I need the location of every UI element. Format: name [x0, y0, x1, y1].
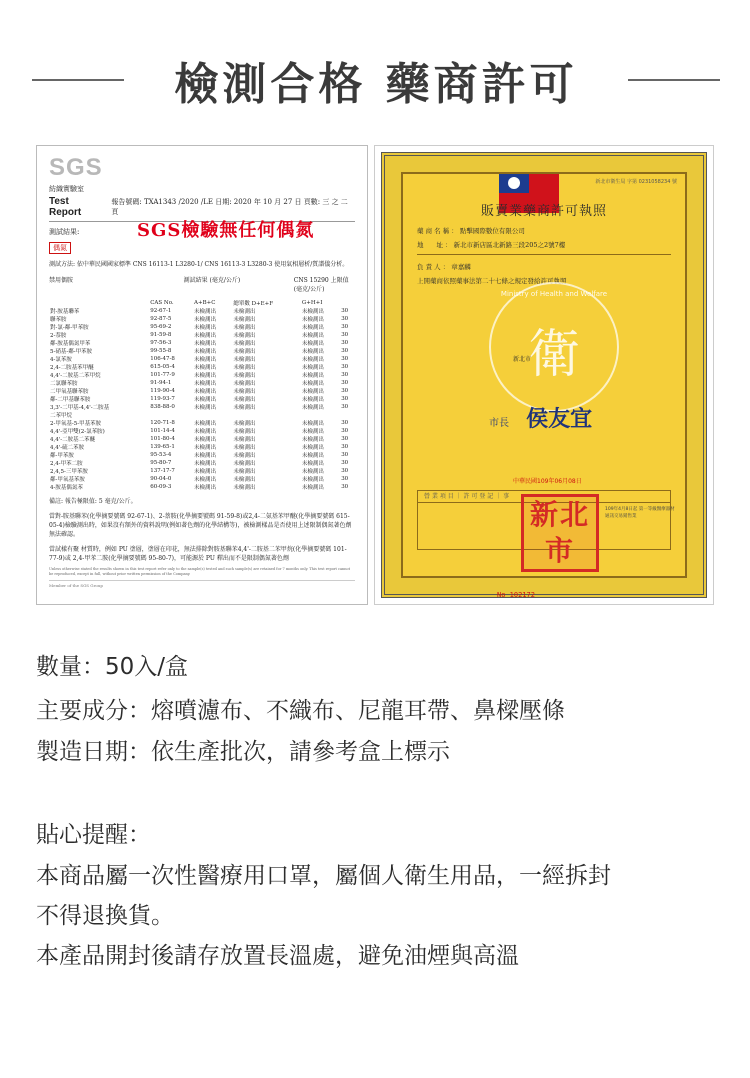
table-cell: 未檢測出 — [194, 333, 217, 339]
table-cell: 未檢測出 — [233, 389, 256, 395]
table-row — [49, 339, 355, 347]
table-cell — [193, 411, 232, 419]
table-cell: 未檢測出 — [301, 397, 324, 403]
table-cell: 未檢測出 — [194, 429, 217, 435]
sample-tag: 偶氮 — [49, 242, 71, 254]
table-cell: 未檢測出 — [233, 437, 256, 443]
page-title: 檢測合格 藥商許可 — [174, 59, 578, 110]
table-row — [49, 355, 355, 363]
license-title: 販賣業藥商許可執照 — [480, 204, 607, 219]
table-cell: 30 — [341, 396, 349, 402]
table-cell: 未檢測出 — [301, 445, 324, 451]
table-cell: 未檢測出 — [301, 365, 324, 371]
license-statement: 上開藥商依照藥事法第二十七條之規定發給許可執照 — [417, 277, 567, 285]
sgs-test-report — [36, 145, 368, 605]
table-cell: 未檢測出 — [233, 381, 256, 387]
sample-label: 測試結果: — [49, 228, 80, 236]
table-cell: 未檢測出 — [194, 445, 217, 451]
table-cell: 二苯甲烷 — [50, 413, 73, 419]
license-side-note: 109年4月8日起 第一等級醫療器材通訊交易銷售業 — [605, 507, 675, 519]
table-row — [49, 331, 355, 339]
license-address: 地 址 ： 新北市新店區北新路三段205之2號7樓 — [417, 241, 566, 249]
info-ingredients: 主要成分：熔噴濾布、不織布、尼龍耳帶、鼻樑壓條 — [36, 698, 565, 724]
table-cell: 30 — [341, 428, 349, 434]
table-cell: 未檢測出 — [301, 317, 324, 323]
table-cell: 未檢測出 — [301, 453, 324, 459]
mayor-signature-block — [489, 402, 592, 433]
table-cell: 92-87-5 — [150, 316, 172, 322]
table-cell: 未檢測出 — [194, 477, 217, 483]
table-row — [49, 379, 355, 387]
report-note-2: 當對-胺基聯苯(化學摘要號碼 92-67-1)、2-萘胺(化學摘要號碼 91-59-8)或2,4-二氨基苯甲醚(化學摘要號碼 615-05-4)檢驗測出時，如果沒有額外的資料說明(例如著色劑的化學結構等)，被檢測樣品是否使用上述限制偶氮著色劑無法確認。 — [49, 513, 352, 538]
table-cell: CAS No. — [150, 300, 174, 306]
table-cell: 未檢測出 — [233, 421, 256, 427]
table-row — [49, 467, 355, 475]
table-cell: 未檢測出 — [301, 461, 324, 467]
table-cell: 106-47-8 — [150, 356, 175, 362]
table-cell: 未檢測出 — [194, 317, 217, 323]
table-cell: 未檢測出 — [194, 309, 217, 315]
tip-line-3: 本產品開封後請存放置長溫處，避免油煙與高溫 — [36, 943, 519, 969]
table-cell: 未檢測出 — [233, 453, 256, 459]
table-cell: 未檢測出 — [233, 317, 256, 323]
table-cell: 未檢測出 — [194, 469, 217, 475]
ministry-emblem — [489, 282, 619, 412]
license-rule — [417, 254, 671, 255]
table-cell: 未檢測出 — [301, 469, 324, 475]
report-header-line — [49, 196, 355, 218]
table-cell: 未檢測出 — [194, 421, 217, 427]
table-cell: 未檢測出 — [301, 485, 324, 491]
table-cell: 30 — [341, 364, 349, 370]
table-cell: 未檢測出 — [233, 485, 256, 491]
table-row — [49, 451, 355, 459]
table-cell: 4,4'-二胺基二苯醚 — [50, 437, 96, 443]
header-rule-left — [32, 79, 124, 81]
report-number: 報告號碼: TXA1343 /2020 /LE 日期: 2020 年 10 月 27 日 頁數: 三 之 二 頁 — [111, 198, 348, 216]
table-cell: 30 — [341, 356, 349, 362]
red-seal — [521, 494, 599, 572]
table-cell: 92-67-1 — [150, 308, 172, 314]
registration-header: 營 業 項 目 ｜ 許 可 登 記 ｜ 事 — [418, 491, 670, 503]
table-cell: 未檢測出 — [194, 325, 217, 331]
emblem-mark: 衛 — [527, 325, 580, 385]
table-cell: 未檢測出 — [194, 381, 217, 387]
table-cell: 101-80-4 — [150, 436, 175, 442]
table-row — [49, 459, 355, 467]
table-cell: 30 — [341, 324, 349, 330]
table-cell: 139-65-1 — [150, 444, 175, 450]
table-cell: 2,4,5-三甲苯胺 — [50, 469, 88, 475]
col-header: CNS 15290 上限值 (毫克/公斤) — [293, 277, 349, 293]
table-row — [49, 419, 355, 427]
table-cell: 30 — [341, 452, 349, 458]
table-cell: 未檢測出 — [233, 429, 256, 435]
table-cell: 30 — [341, 316, 349, 322]
table-cell: 2-甲氧基-5-甲基苯胺 — [50, 421, 102, 427]
table-cell: 2-萘胺 — [50, 333, 67, 339]
table-cell: 未檢測出 — [233, 357, 256, 363]
report-column-headers — [49, 275, 355, 293]
table-cell: 未檢測出 — [301, 437, 324, 443]
table-cell: 未檢測出 — [233, 461, 256, 467]
table-cell: 未檢測出 — [233, 477, 256, 483]
report-sample-tag-row — [49, 242, 355, 254]
table-cell: 2,4-二胺基苯甲醚 — [50, 365, 94, 371]
table-cell: 未檢測出 — [194, 461, 217, 467]
table-cell: 未檢測出 — [301, 349, 324, 355]
table-cell: 未檢測出 — [233, 341, 256, 347]
table-cell: 未檢測出 — [233, 405, 256, 411]
report-title: Test Report — [49, 196, 82, 218]
table-cell: 4,4'-硫二苯胺 — [50, 445, 85, 451]
table-cell: 95-53-4 — [150, 452, 172, 458]
emblem-ring-text: Ministry of Health and Welfare — [500, 290, 608, 298]
table-cell: 未檢測出 — [194, 341, 217, 347]
table-row — [49, 411, 355, 419]
table-cell: 5-硝基-鄰-甲苯胺 — [50, 349, 93, 355]
table-cell — [340, 299, 355, 307]
table-cell: 未檢測出 — [301, 357, 324, 363]
table-cell: 聯苯胺 — [50, 317, 67, 323]
table-cell: 未檢測出 — [194, 485, 217, 491]
table-cell: 101-77-9 — [150, 372, 175, 378]
table-cell: 30 — [341, 468, 349, 474]
table-cell: 90-04-0 — [150, 476, 172, 482]
table-cell: 未檢測出 — [194, 357, 217, 363]
table-cell: 97-56-3 — [150, 340, 172, 346]
table-cell: 未檢測出 — [194, 453, 217, 459]
license-body — [401, 172, 687, 578]
table-row — [49, 347, 355, 355]
flag-sun — [508, 177, 520, 189]
table-cell: 鄰-胺基偶氮甲苯 — [50, 341, 91, 347]
table-cell: 未檢測出 — [194, 405, 217, 411]
report-footer: Member of the SGS Group — [49, 580, 355, 588]
sgs-stamp: SGS檢驗無任何偶氮 — [137, 220, 315, 241]
table-row — [49, 371, 355, 379]
table-cell: 838-88-0 — [150, 404, 175, 410]
table-cell: 3,3'-二甲基-4,4'-二胺基 — [50, 405, 110, 411]
table-cell: 137-17-7 — [150, 468, 175, 474]
table-row — [49, 443, 355, 451]
table-row — [49, 387, 355, 395]
license-company: 藥 商 名 稱 ： 點擊國際數位有限公司 — [417, 227, 525, 235]
table-cell: 30 — [341, 436, 349, 442]
table-cell: 2,4-甲苯二胺 — [50, 461, 83, 467]
emblem-city: 新北市 — [513, 356, 532, 363]
mayor-signature: 侯友宜 — [526, 406, 593, 432]
table-cell: 30 — [341, 388, 349, 394]
table-cell: 91-59-8 — [150, 332, 172, 338]
table-cell: 未檢測出 — [301, 381, 324, 387]
table-row — [49, 483, 355, 491]
table-row — [49, 403, 355, 411]
table-cell: 未檢測出 — [301, 325, 324, 331]
table-cell: 二甲氧基聯苯胺 — [50, 389, 89, 395]
table-cell: 未檢測出 — [301, 309, 324, 315]
sgs-logo: SGS — [49, 154, 103, 181]
table-cell: 95-69-2 — [150, 324, 172, 330]
info-manufacture: 製造日期：依生產批次，請參考盒上標示 — [36, 739, 450, 765]
table-cell: 95-80-7 — [150, 460, 172, 466]
table-cell: 30 — [341, 340, 349, 346]
mayor-title: 市長 — [489, 418, 509, 429]
license-owner: 負 責 人 ： 章嘉麟 — [417, 263, 471, 271]
table-cell — [301, 411, 340, 419]
table-cell: 30 — [341, 348, 349, 354]
license-border — [381, 152, 707, 598]
table-cell: 4,4'-二胺基二苯甲烷 — [50, 373, 101, 379]
table-cell: 鄰-甲苯胺 — [50, 453, 74, 459]
table-cell: 4-胺基偶氮苯 — [50, 485, 83, 491]
table-cell: 30 — [341, 332, 349, 338]
table-row — [49, 315, 355, 323]
tips-title: 貼心提醒： — [36, 822, 151, 848]
table-cell: 未檢測出 — [194, 349, 217, 355]
license-serial: 新北市衛生局 字第 0231058234 號 — [595, 179, 677, 185]
table-row — [49, 323, 355, 331]
table-cell: 未檢測出 — [301, 421, 324, 427]
table-cell: A+B+C — [194, 300, 216, 306]
table-cell: 未檢測出 — [233, 373, 256, 379]
table-cell: G+H+I — [301, 300, 323, 306]
info-quantity: 數量：50入/盒 — [36, 654, 189, 680]
table-cell: 60-09-3 — [150, 484, 172, 490]
table-cell: 4,4'-亞甲雙(2-氯苯胺) — [50, 429, 105, 435]
table-cell — [149, 411, 193, 419]
report-note-3: 當試樣有聚 材質時，例如 PU 塗層，塗層在印花，無法排除對胺基聯苯4,4'-二胺基二苯甲烷(化學摘要號碼 101-77-9)或 2,4-甲苯二胺(化學摘要號碼 95-80-7)，可能源於 PU 釋出而不是限制偶氮著色劑 — [49, 546, 347, 562]
table-cell: 119-93-7 — [150, 396, 175, 402]
table-cell: 4-氯苯胺 — [50, 357, 72, 363]
table-cell: 30 — [341, 476, 349, 482]
table-cell: 未檢測出 — [194, 373, 217, 379]
col-header: 測試結果 (毫克/公斤) — [183, 277, 241, 284]
table-row — [49, 299, 355, 307]
table-cell: 對-氯-鄰-甲苯胺 — [50, 325, 89, 331]
table-cell: 未檢測出 — [194, 437, 217, 443]
table-cell: 未檢測出 — [233, 333, 256, 339]
table-cell: 30 — [341, 444, 349, 450]
table-cell: 鄰-甲氧基苯胺 — [50, 477, 85, 483]
table-cell: 未檢測出 — [194, 389, 217, 395]
report-method: 測試方法: 依中華民國國家標準 CNS 16113-1 L3280-1/ CNS 16113-3 L3280-3 使用氣相層析/質譜儀分析。 — [49, 261, 349, 268]
report-fine-print: Unless otherwise stated the results shown in this test report refer only to the sample(s) tested and such sample(s) are retained for 7 months only. This test report cannot be reproduced, except in full, without prior written permission of the Company. — [49, 567, 351, 576]
table-row — [49, 307, 355, 315]
table-row — [49, 435, 355, 443]
table-cell: 30 — [341, 484, 349, 490]
table-cell: 30 — [341, 380, 349, 386]
table-row — [49, 395, 355, 403]
table-cell: 101-14-4 — [150, 428, 175, 434]
table-cell: 615-05-4 — [150, 364, 175, 370]
table-cell: 未檢測出 — [194, 365, 217, 371]
table-cell: 未檢測出 — [301, 389, 324, 395]
table-cell: 30 — [341, 404, 349, 410]
table-cell: 30 — [341, 308, 349, 314]
table-cell: 未檢測出 — [301, 429, 324, 435]
license-number: No 102172 — [497, 591, 535, 599]
table-cell: 未檢測出 — [301, 477, 324, 483]
table-cell: 未檢測出 — [301, 333, 324, 339]
page-header — [0, 40, 750, 120]
report-lab: 紡織實驗室 — [49, 185, 84, 193]
tip-line-2: 不得退換貨。 — [36, 903, 174, 929]
table-cell: 91-94-1 — [150, 380, 172, 386]
table-cell: 未檢測出 — [301, 341, 324, 347]
report-note-1: 備註: 報告極限值: 5 毫克/公斤。 — [49, 498, 137, 505]
seal-text: 新北市 — [529, 498, 590, 567]
table-cell: 對-胺基聯苯 — [50, 309, 80, 315]
table-cell: 119-90-4 — [150, 388, 175, 394]
table-cell: 30 — [341, 420, 349, 426]
header-rule-right — [628, 79, 720, 81]
table-cell — [49, 299, 149, 307]
table-cell: 30 — [341, 460, 349, 466]
table-cell: 未檢測出 — [233, 309, 256, 315]
table-cell: 未檢測出 — [301, 405, 324, 411]
table-cell: 二氯聯苯胺 — [50, 381, 78, 387]
pharmacy-license — [374, 145, 714, 605]
table-cell: 未檢測出 — [301, 373, 324, 379]
table-cell: 未檢測出 — [233, 469, 256, 475]
table-cell: 未檢測出 — [233, 325, 256, 331]
table-cell: 鄰-二甲基聯苯胺 — [50, 397, 91, 403]
table-cell — [232, 411, 300, 419]
table-cell: 120-71-8 — [150, 420, 175, 426]
table-cell: 總單數 D+E+F — [233, 301, 274, 307]
table-cell: 99-55-8 — [150, 348, 172, 354]
table-row — [49, 427, 355, 435]
license-date: 中華民國109年06月08日 — [513, 478, 582, 485]
table-cell — [340, 411, 355, 419]
tip-line-1: 本商品屬一次性醫療用口罩，屬個人衛生用品，一經拆封 — [36, 863, 611, 889]
table-row — [49, 475, 355, 483]
table-cell: 未檢測出 — [233, 349, 256, 355]
table-cell: 30 — [341, 372, 349, 378]
col-header: 禁用偶胺 — [49, 277, 74, 284]
table-cell: 未檢測出 — [233, 445, 256, 451]
table-cell: 未檢測出 — [233, 397, 256, 403]
table-cell: 未檢測出 — [194, 397, 217, 403]
table-cell: 未檢測出 — [233, 365, 256, 371]
table-row — [49, 363, 355, 371]
report-table — [49, 299, 355, 491]
